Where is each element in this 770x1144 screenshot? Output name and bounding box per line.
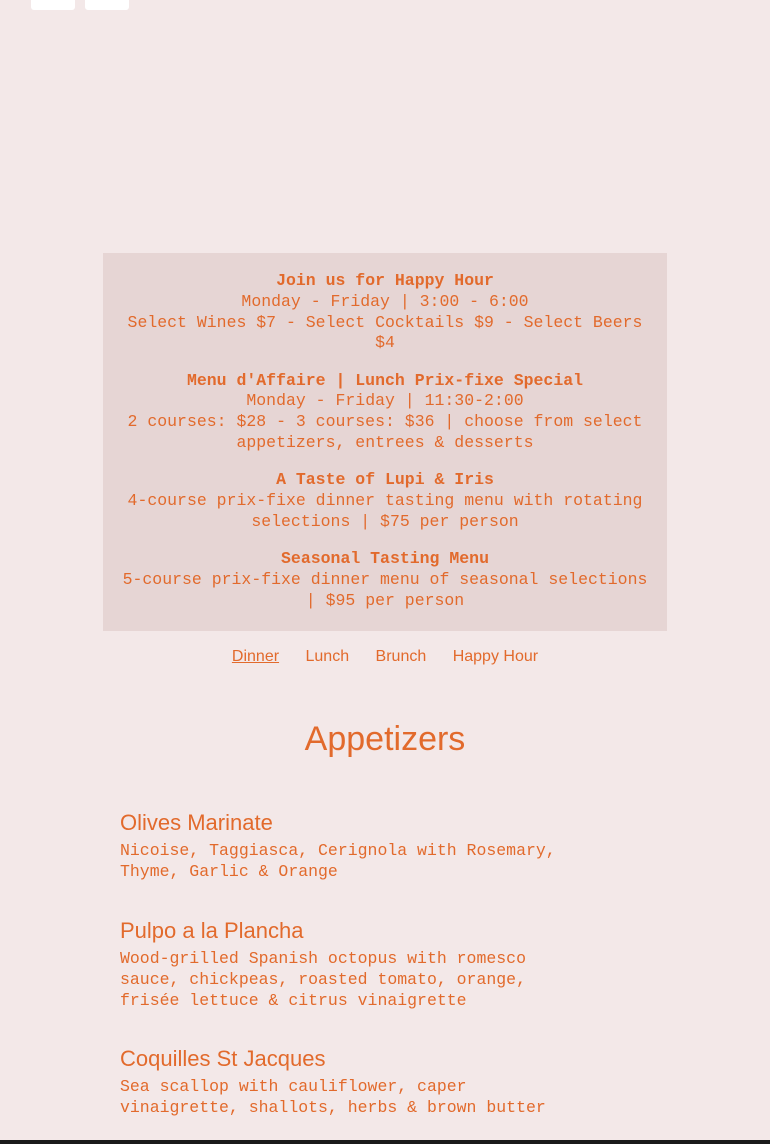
section-title: Appetizers (304, 720, 466, 758)
tab-happy-hour[interactable]: Happy Hour (452, 648, 539, 665)
menu-tabs (0, 645, 770, 669)
special-title: Menu d'Affaire | Lunch Prix-fixe Special (186, 370, 584, 390)
special-title: Seasonal Tasting Menu (281, 549, 489, 569)
menu-item (120, 808, 590, 882)
item-name: Olives Marinate (120, 810, 273, 835)
item-name: Pulpo a la Plancha (120, 918, 304, 943)
bottom-bar (0, 1140, 770, 1144)
item-name: Coquilles St Jacques (120, 1046, 326, 1071)
menu-item (120, 1044, 590, 1118)
special-line: 5-course prix-fixe dinner menu of seasonal selections | $95 per person (122, 570, 648, 610)
special-title: Join us for Happy Hour (276, 271, 494, 290)
special-line: Monday - Friday | 3:00 - 6:00 (241, 291, 529, 311)
item-description: Sea scallop with cauliflower, caper vinaigrette, shallots, herbs & brown butter (120, 1077, 546, 1117)
menu-item (120, 916, 590, 1011)
special-line: 2 courses: $28 - 3 courses: $36 | choose from select appetizers, entrees & desserts (127, 412, 643, 453)
special-tasting-lupi-iris (115, 470, 655, 532)
special-line: Monday - Friday | 11:30-2:00 (246, 391, 524, 411)
tab-brunch[interactable]: Brunch (375, 648, 427, 665)
specials-panel (103, 253, 667, 631)
top-nav-button-1[interactable] (31, 0, 75, 10)
item-description: Nicoise, Taggiasca, Cerignola with Rosemary, Thyme, Garlic & Orange (120, 841, 556, 881)
tab-lunch[interactable]: Lunch (305, 648, 350, 665)
item-description: Wood-grilled Spanish octopus with romesco sauce, chickpeas, roasted tomato, orange, frisée lettuce & citrus vinaigrette (120, 949, 526, 1010)
top-nav-button-2[interactable] (85, 0, 129, 10)
special-happy-hour (115, 271, 655, 354)
special-line: 4-course prix-fixe dinner tasting menu with rotating selections | $75 per person (127, 491, 643, 531)
tab-dinner[interactable]: Dinner (231, 648, 280, 665)
special-title: A Taste of Lupi & Iris (276, 470, 494, 490)
special-lunch-prix-fixe (115, 371, 655, 454)
special-line: Select Wines $7 - Select Cocktails $9 - Select Beers $4 (127, 312, 643, 353)
special-seasonal-tasting (115, 549, 655, 611)
